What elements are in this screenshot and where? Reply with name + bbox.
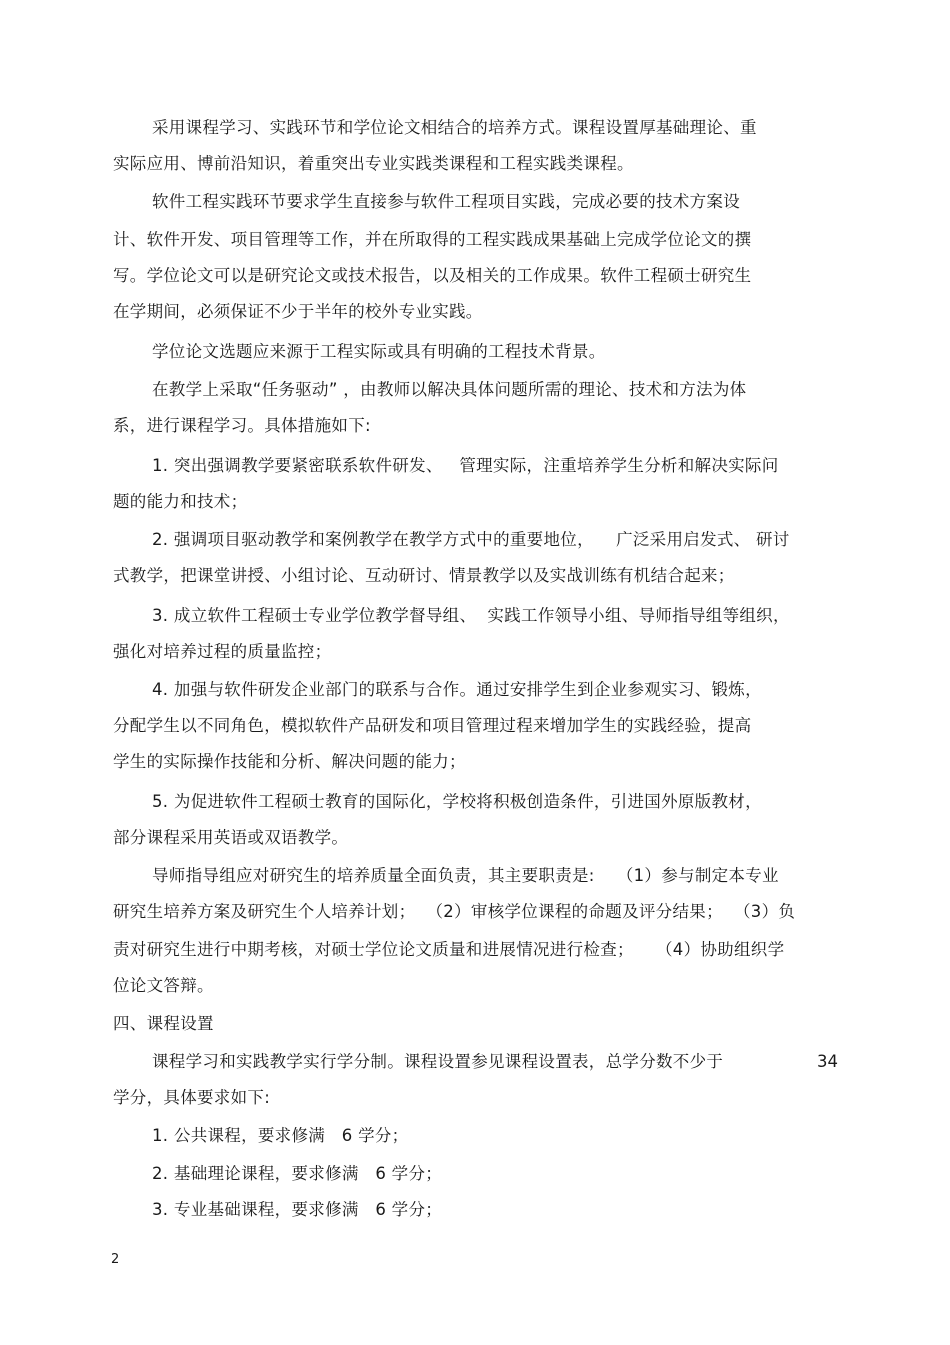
list-item-line: 部分课程采用英语或双语教学。 bbox=[113, 828, 349, 847]
paragraph-line: 位论文答辩。 bbox=[113, 976, 214, 995]
list-item-line: 1. 突出强调教学要紧密联系软件研发、 管理实际，注重培养学生分析和解决实际问 bbox=[152, 456, 779, 475]
paragraph-line: 导师指导组应对研究生的培养质量全面负责，其主要职责是: （1）参与制定本专业 bbox=[152, 866, 779, 885]
list-item-line: 强化对培养过程的质量监控； bbox=[113, 642, 332, 661]
list-item-line: 分配学生以不同角色，模拟软件产品研发和项目管理过程来增加学生的实践经验，提高 bbox=[113, 716, 752, 735]
list-item-line: 5. 为促进软件工程硕士教育的国际化，学校将积极创造条件，引进国外原版教材， bbox=[152, 792, 762, 811]
list-item-line: 学生的实际操作技能和分析、解决问题的能力； bbox=[113, 752, 466, 771]
list-item-line: 3. 专业基础课程，要求修满 6 学分； bbox=[152, 1200, 443, 1219]
list-item-line: 2. 强调项目驱动教学和案例教学在教学方式中的重要地位， 广泛采用启发式、 研讨 bbox=[152, 530, 790, 549]
list-item-line: 式教学，把课堂讲授、小组讨论、互动研讨、情景教学以及实战训练有机结合起来； bbox=[113, 566, 735, 585]
paragraph-line: 实际应用、博前沿知识，着重突出专业实践类课程和工程实践类课程。 bbox=[113, 154, 634, 173]
paragraph-line: 在教学上采取“任务驱动” ，由教师以解决具体问题所需的理论、技术和方法为体 bbox=[152, 380, 747, 399]
paragraph-line: 采用课程学习、实践环节和学位论文相结合的培养方式。课程设置厚基础理论、重 bbox=[152, 118, 757, 137]
paragraph-line: 课程学习和实践教学实行学分制。课程设置参见课程设置表，总学分数不少于 bbox=[152, 1052, 724, 1071]
paragraph-line: 学分，具体要求如下: bbox=[113, 1088, 271, 1107]
paragraph-line: 软件工程实践环节要求学生直接参与软件工程项目实践，完成必要的技术方案设 bbox=[152, 192, 740, 211]
list-item-line: 题的能力和技术； bbox=[113, 492, 248, 511]
paragraph-line: 责对研究生进行中期考核，对硕士学位论文质量和进展情况进行检查； （4）协助组织学 bbox=[113, 940, 785, 959]
list-item-line: 2. 基础理论课程，要求修满 6 学分； bbox=[152, 1164, 443, 1183]
credit-total: 34 bbox=[817, 1052, 838, 1071]
paragraph-line: 系，进行课程学习。具体措施如下: bbox=[113, 416, 371, 435]
paragraph-line: 在学期间，必须保证不少于半年的校外专业实践。 bbox=[113, 302, 483, 321]
paragraph-line: 研究生培养方案及研究生个人培养计划； （2）审核学位课程的命题及评分结果； （3）负 bbox=[113, 902, 796, 921]
paragraph-line: 写。学位论文可以是研究论文或技术报告，以及相关的工作成果。软件工程硕士研究生 bbox=[113, 266, 752, 285]
list-item-line: 1. 公共课程，要求修满 6 学分； bbox=[152, 1126, 409, 1145]
list-item-line: 3. 成立软件工程硕士专业学位教学督导组、 实践工作领导小组、导师指导组等组织， bbox=[152, 606, 790, 625]
page-number: 2 bbox=[111, 1252, 120, 1267]
list-item-line: 4. 加强与软件研发企业部门的联系与合作。通过安排学生到企业参观实习、锻炼， bbox=[152, 680, 762, 699]
paragraph-line: 学位论文选题应来源于工程实际或具有明确的工程技术背景。 bbox=[152, 342, 606, 361]
section-heading: 四、课程设置 bbox=[113, 1014, 214, 1033]
paragraph-line: 计、软件开发、项目管理等工作，并在所取得的工程实践成果基础上完成学位论文的撰 bbox=[113, 230, 752, 249]
